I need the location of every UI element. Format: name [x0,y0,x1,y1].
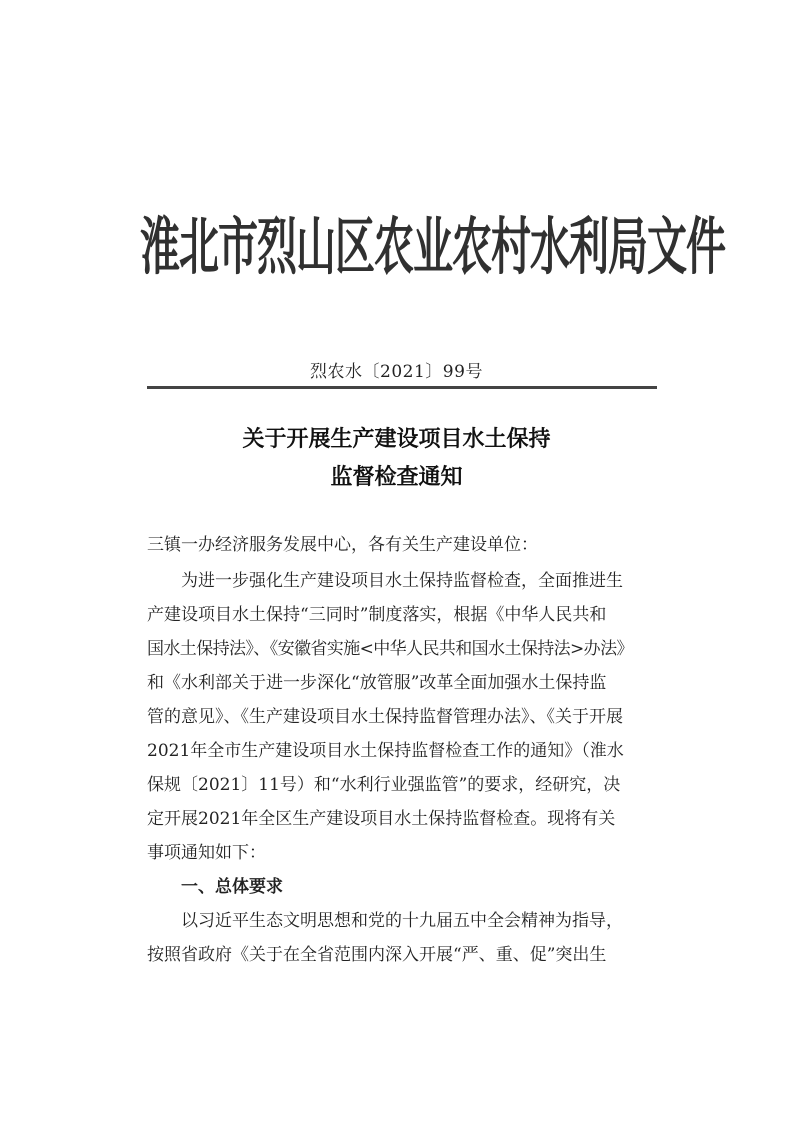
body-text [147,564,655,972]
body-line: 2021年全市生产建设项目水土保持监督检查工作的通知》（淮水 [147,741,624,761]
header-divider [147,386,657,389]
body-line: 为进一步强化生产建设项目水土保持监督检查，全面推进生 [181,571,623,591]
body-line: 事项通知如下： [147,843,266,863]
body-line: 保规〔2021〕11号）和“水利行业强监管”的要求，经研究，决 [147,775,621,795]
body-line: 按照省政府《关于在全省范围内深入开展“严、重、促”突出生 [147,945,607,965]
notice-title-line-1: 关于开展生产建设项目水土保持 [242,427,551,452]
document-number: 烈农水〔2021〕99号 [310,362,483,382]
section-heading: 一、总体要求 [181,877,283,897]
body-line: 定开展2021年全区生产建设项目水土保持监督检查。现将有关 [147,809,616,829]
body-line: 国水土保持法》、《安徽省实施<中华人民共和国水土保持法>办法》 [147,639,633,659]
body-line: 管的意见》、《生产建设项目水土保持监督管理办法》、《关于开展 [147,707,623,727]
body-line: 和《水利部关于进一步深化“放管服”改革全面加强水土保持监 [147,673,607,693]
body-line: 产建设项目水土保持“三同时”制度落实，根据《中华人民共和 [147,605,607,625]
issuing-authority-header: 淮北市烈山区农业农村水利局文件 [140,211,725,284]
notice-title [150,421,643,497]
addressee: 三镇一办经济服务发展中心，各有关生产建设单位： [147,535,538,555]
notice-title-line-2: 监督检查通知 [330,465,463,490]
body-line: 以习近平生态文明思想和党的十九届五中全会精神为指导， [181,911,623,931]
